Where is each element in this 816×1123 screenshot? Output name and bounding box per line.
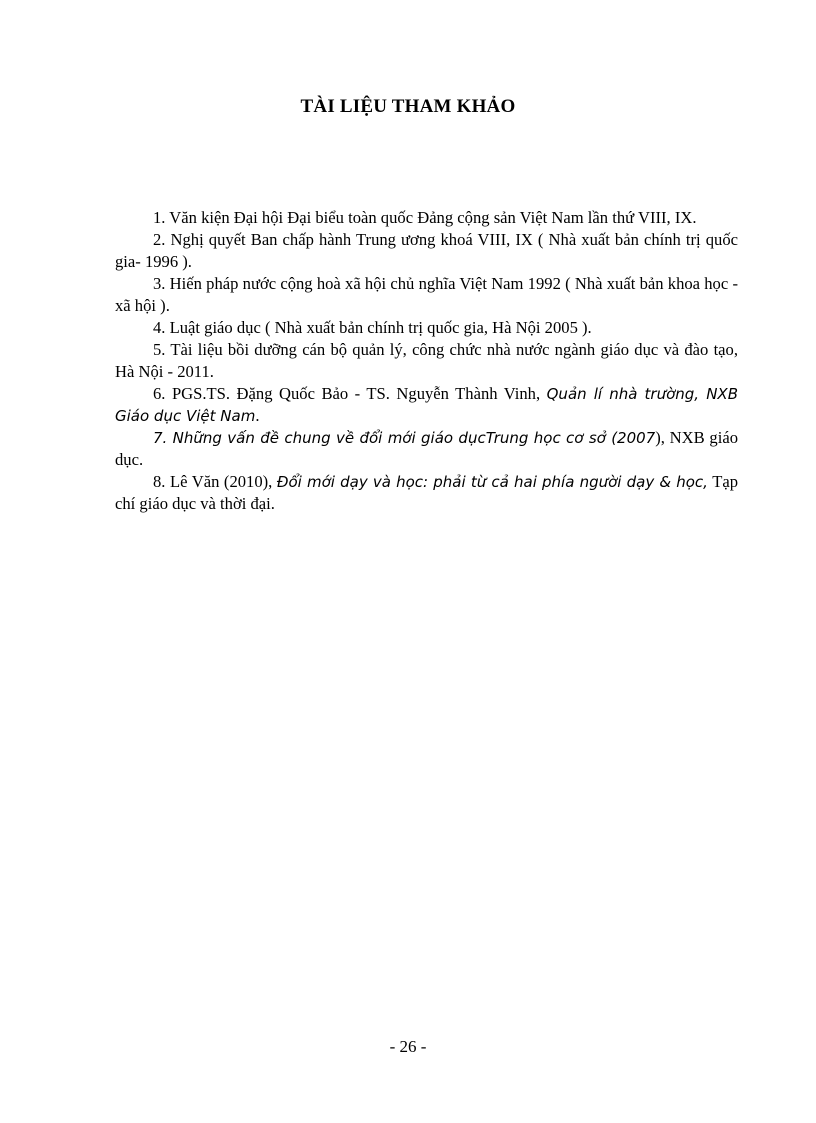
reference-text: 6. PGS.TS. Đặng Quốc Bảo - TS. Nguyễn Thành Vinh, <box>153 384 547 403</box>
reference-item-7 <box>115 427 738 471</box>
reference-italic-title: 7. Những vấn đề chung về đổi mới giáo dụcTrung học cơ sở (2007 <box>153 429 656 447</box>
reference-text-end: Tạp chí giáo dục và thời đại. <box>115 472 738 513</box>
reference-italic-title: Quản lí nhà trường, NXB Giáo dục Việt Nam <box>115 385 738 425</box>
reference-item-1 <box>115 207 738 229</box>
reference-item-8 <box>115 471 738 515</box>
reference-item-4 <box>115 317 738 339</box>
reference-list <box>115 207 738 515</box>
reference-text-end: . <box>255 406 260 425</box>
reference-text: 2. Nghị quyết Ban chấp hành Trung ương khoá VIII, IX ( Nhà xuất bản chính trị quốc gia- 1996 ). <box>115 230 738 271</box>
reference-text: 3. Hiến pháp nước cộng hoà xã hội chủ nghĩa Việt Nam 1992 ( Nhà xuất bản khoa học - xã hội ). <box>115 274 738 315</box>
reference-text: 1. Văn kiện Đại hội Đại biểu toàn quốc Đảng cộng sản Việt Nam lần thứ VIII, IX. <box>153 208 697 227</box>
reference-text: 4. Luật giáo dục ( Nhà xuất bản chính trị quốc gia, Hà Nội 2005 ). <box>153 318 592 337</box>
reference-item-6 <box>115 383 738 427</box>
page-title: TÀI LIỆU THAM KHẢO <box>300 96 516 117</box>
reference-item-5 <box>115 339 738 383</box>
reference-item-3 <box>115 273 738 317</box>
page-number: - 26 - <box>389 1037 427 1056</box>
reference-text: 5. Tài liệu bồi dưỡng cán bộ quản lý, công chức nhà nước ngành giáo dục và đào tạo, Hà Nội - 2011. <box>115 340 738 381</box>
reference-item-2 <box>115 229 738 273</box>
reference-italic-title: Đổi mới dạy và học: phải từ cả hai phía người dạy & học, <box>276 473 708 491</box>
reference-text: 8. Lê Văn (2010), <box>153 472 277 491</box>
reference-text-end: ), NXB giáo dục. <box>115 428 738 469</box>
